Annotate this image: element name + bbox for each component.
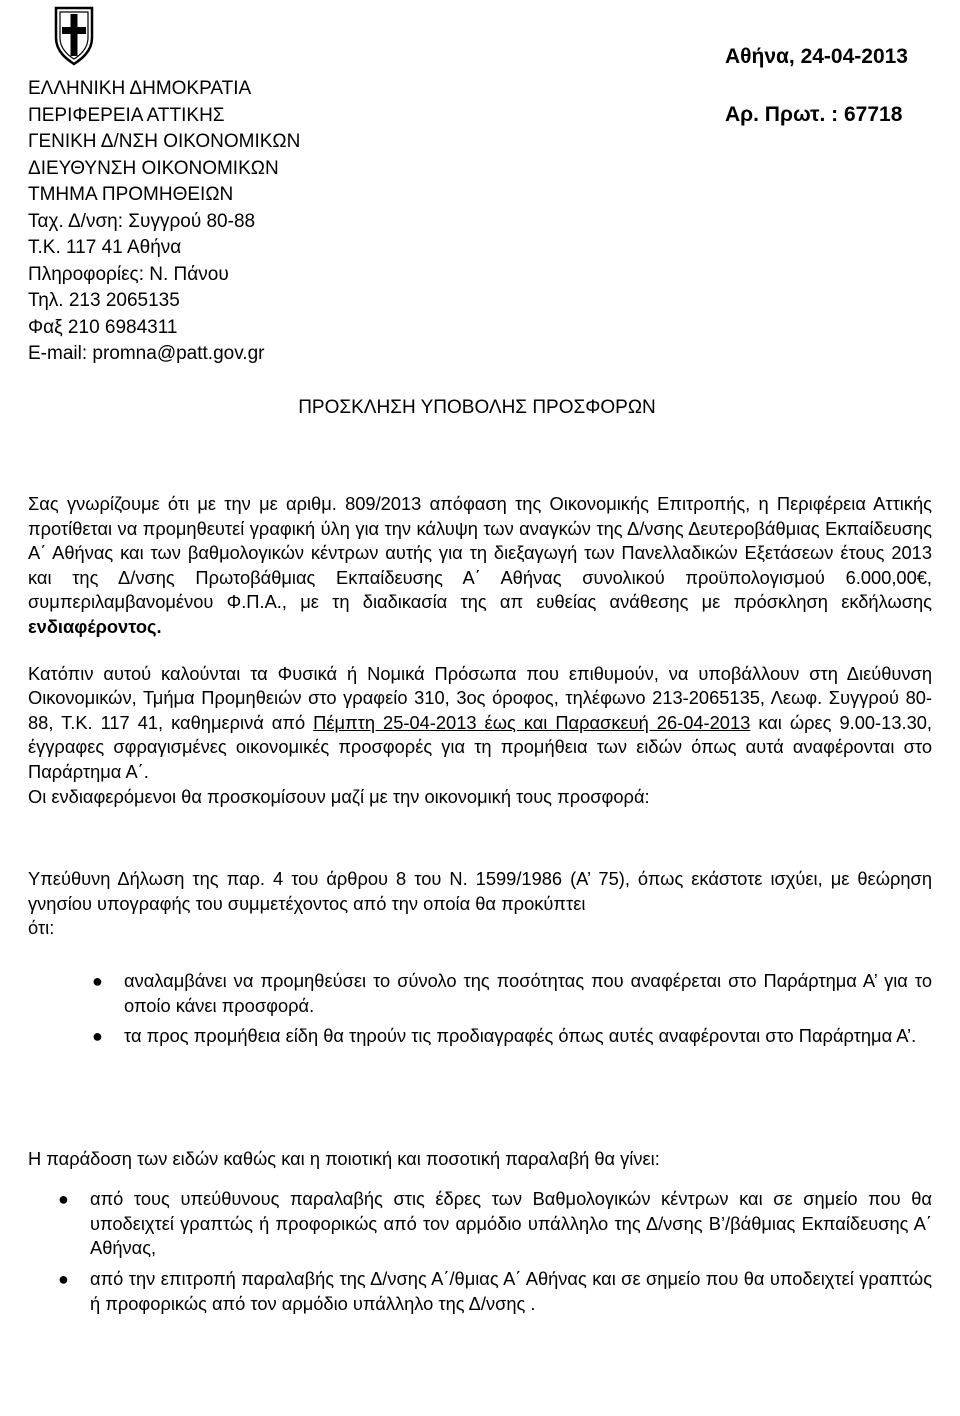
sender-line: Πληροφορίες: Ν. Πάνου [28,263,229,285]
paragraph-delivery: Η παράδοση των ειδών καθώς και η ποιοτική και ποσοτική παραλαβή θα γίνει: [28,1147,660,1169]
declaration-list [28,969,932,1049]
paragraph-invitation-text-2: και ώρες 9.00-13.30, έγγραφες σφραγισμένες οικονομικές προσφορές για τη προμήθεια των ειδών όπως αυτά αναφέρονται στο Παράρτημα Α΄. [28,711,932,782]
sender-line: Τ.Κ. 117 41 Αθήνα [28,237,182,258]
sender-line: Φαξ 210 6984311 [28,316,178,338]
sender-line: ΓΕΝΙΚΗ Δ/ΝΣΗ ΟΙΚΟΝΟΜΙΚΩΝ [28,131,301,152]
list-item [28,969,932,1018]
paragraph-invitation [28,662,932,785]
paragraph-invitation-text: Κατόπιν αυτού καλούνται τα Φυσικά ή Νομικά Πρόσωπα που επιθυμούν, να υποβάλλουν στη Διεύθυνση Οικονομικών, Τμήμα Προμηθειών στο γραφείο 310, 3ος όροφος, τηλέφωνο 213-2065135, Λεωφ. Συγγρού 80-88, Τ.Κ. 117 41, καθημερινά από [28,662,932,733]
bullet-icon: ● [58,1189,69,1210]
paragraph-decision-end: ενδιαφέροντος. [28,615,162,637]
paragraph-decision-text: Σας γνωρίζουμε ότι με την με αριθμ. 809/2013 απόφαση της Οικονομικής Επιτροπής, η Περιφέρεια Αττικής προτίθεται να προμηθευτεί γραφική ύλη για την κάλυψη των αναγκών της Δ/νσης Δευτεροβάθμιας Εκπαίδευσης Α΄ Αθήνας και των βαθμολογικών κέντρων αυτής για τη διεξαγωγή των Πανελλαδικών Εξετάσεων έτους 2013 και της Δ/νσης Πρωτοβάθμιας Εκπαίδευσης Α΄ Αθήνας συνολικού προϋπολογισμού 6.000,00€, συμπεριλαμβανομένου Φ.Π.Α., με τη διαδικασία της απ ευθείας ανάθεσης με πρόσκληση εκδήλωσης [28,493,932,613]
document-date: Αθήνα, 24-04-2013 [724,45,908,68]
submission-dates: Πέμπτη 25-04-2013 έως και Παρασκευή 26-04-2013 [313,711,751,733]
paragraph-declaration [28,867,932,916]
bullet-icon: ● [58,1269,69,1290]
list-item-text: αναλαμβάνει να προμηθεύσει το σύνολο της ποσότητας που αναφέρεται στο Παράρτημα Α’ για το οποίο κάνει προσφορά. [124,969,932,1016]
list-item [28,1024,932,1049]
list-item-text: από τους υπεύθυνους παραλαβής στις έδρες των Βαθμολογικών κέντρων και σε σημείο που θα υποδειχτεί γραπτώς ή προφορικώς από τον αρμόδιο υπάλληλο της Δ/νσης Β’/βάθμιας Εκπαίδευσης Α΄ Αθήνας, [90,1188,932,1259]
sender-line: ΔΙΕΥΘΥΝΣΗ ΟΙΚΟΝΟΜΙΚΩΝ [28,157,279,179]
sender-line: ΤΜΗΜΑ ΠΡΟΜΗΘΕΙΩΝ [28,184,234,205]
sender-line: ΠΕΡΙΦΕΡΕΙΑ ΑΤΤΙΚΗΣ [28,104,225,126]
document-title [0,397,960,419]
delivery-list [28,1187,932,1316]
paragraph-declaration-end: ότι: [28,917,55,939]
document-title-text: ΠΡΟΣΚΛΗΣΗ ΥΠΟΒΟΛΗΣ ΠΡΟΣΦΟΡΩΝ [298,397,656,418]
paragraph-decision [28,492,932,640]
sender-line: Τηλ. 213 2065135 [28,290,180,311]
sender-line: ΕΛΛΗΝΙΚΗ ΔΗΜΟΚΡΑΤΙΑ [28,78,252,99]
paragraph-declaration-text: Υπεύθυνη Δήλωση της παρ. 4 του άρθρου 8 του Ν. 1599/1986 (Α’ 75), όπως εκάστοτε ισχύει, με θεώρηση γνησίου υπογραφής του συμμετέχοντος από την οποία θα προκύπτει [28,868,932,914]
protocol-number: Αρ. Πρωτ. : 67718 [724,103,903,126]
greek-emblem-icon [50,4,98,66]
sender-line: E-mail: promna@patt.gov.gr [28,343,265,364]
sender-line: Ταχ. Δ/νση: Συγγρού 80-88 [28,210,256,232]
document-body [28,492,932,1322]
sender-block [28,76,300,368]
bullet-icon: ● [92,970,103,991]
list-item [28,1267,932,1316]
list-item-text: τα προς προμήθεια είδη θα τηρούν τις προδιαγραφές όπως αυτές αναφέρονται στο Παράρτημα Α’. [124,1025,917,1047]
paragraph-requirements-intro: Οι ενδιαφερόμενοι θα προσκομίσουν μαζί με την οικονομική τους προσφορά: [28,785,650,807]
header-right [725,28,908,144]
bullet-icon: ● [92,1026,103,1047]
list-item-text: από την επιτροπή παραλαβής της Δ/νσης Α΄/θμιας Α΄ Αθήνας και σε σημείο που θα υποδειχτεί γραπτώς ή προφορικώς από τον αρμόδιο υπάλληλο της Δ/νσης . [90,1268,932,1314]
list-item [28,1187,932,1261]
